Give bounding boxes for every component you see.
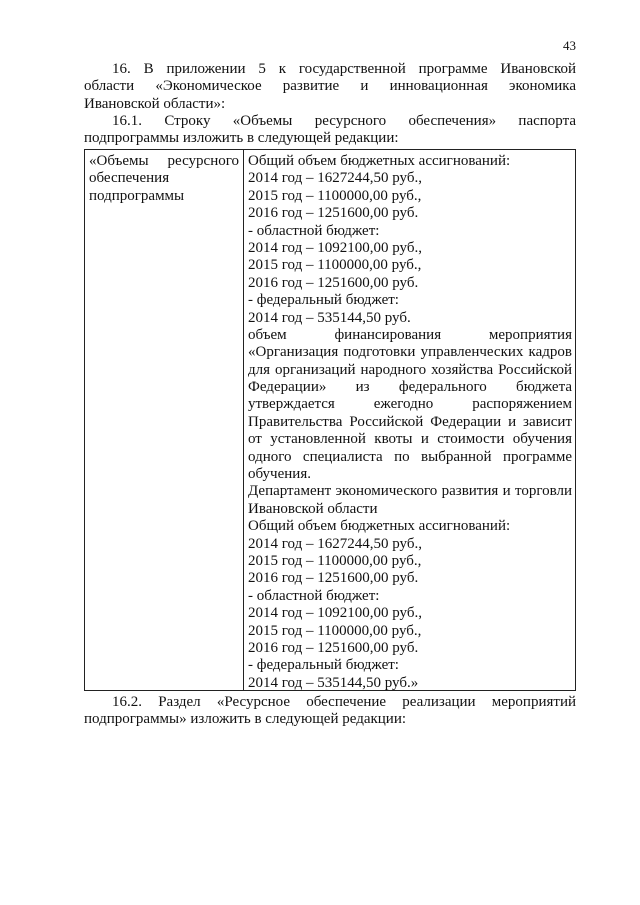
value-line: от установленной квоты и стоимости обучения	[248, 431, 572, 448]
label-line: обеспечения	[89, 170, 170, 187]
value-line: 2014 год – 1627244,50 руб.,	[248, 535, 422, 552]
paragraph-16-line: 16. В приложении 5 к государственной программе Ивановской	[112, 61, 576, 77]
page-number: 43	[563, 38, 576, 53]
paragraph-16-2-line: 16.2. Раздел «Ресурсное обеспечение реализации мероприятий	[112, 694, 576, 710]
paragraph-16	[84, 61, 576, 113]
label-line: подпрограммы	[89, 187, 185, 204]
value-line: 2016 год – 1251600,00 руб.	[248, 570, 419, 587]
value-line: 2014 год – 1092100,00 руб.,	[248, 239, 422, 256]
paragraph-16-line: области «Экономическое развитие и инновационная экономика	[84, 78, 576, 95]
passport-value-cell	[248, 153, 572, 692]
value-line: 2014 год – 535144,50 руб.»	[248, 674, 419, 691]
value-line: объем финансирования мероприятия	[248, 326, 572, 343]
value-line: - областной бюджет:	[248, 222, 380, 239]
value-line: - федеральный бюджет:	[248, 292, 399, 309]
value-line: - федеральный бюджет:	[248, 657, 399, 674]
value-line: обучения.	[248, 466, 311, 483]
paragraph-16-line: Ивановской области»:	[84, 95, 226, 112]
value-line: 2014 год – 1092100,00 руб.,	[248, 605, 422, 622]
value-line: одного специалиста по выбранной программе	[248, 448, 572, 465]
value-line: 2015 год – 1100000,00 руб.,	[248, 257, 422, 274]
label-line: «Объемы ресурсного	[89, 153, 239, 169]
value-line: утверждается ежегодно распоряжением	[248, 396, 572, 413]
value-line: 2014 год – 535144,50 руб.	[248, 309, 411, 326]
value-line: Департамент экономического развития и торговли	[248, 483, 572, 500]
value-line: Ивановской области	[248, 500, 378, 517]
column-divider	[243, 150, 244, 690]
value-line: Общий объем бюджетных ассигнований:	[248, 153, 511, 169]
paragraph-16-2-line: подпрограммы» изложить в следующей редакции:	[84, 711, 407, 728]
value-line: Правительства Российской Федерации и зависит	[248, 413, 572, 430]
value-line: для организаций народного хозяйства Российской	[248, 361, 572, 378]
value-line: 2015 год – 1100000,00 руб.,	[248, 187, 422, 204]
paragraph-16-1	[84, 113, 576, 148]
passport-table	[84, 149, 576, 691]
value-line: 2014 год – 1627244,50 руб.,	[248, 170, 422, 187]
paragraph-16-1-line: 16.1. Строку «Объемы ресурсного обеспечения» паспорта	[112, 113, 576, 129]
paragraph-16-2	[84, 694, 576, 729]
paragraph-16-1-line: подпрограммы изложить в следующей редакции:	[84, 130, 399, 147]
value-line: «Организация подготовки управленческих кадров	[248, 344, 572, 361]
value-line: 2016 год – 1251600,00 руб.	[248, 639, 419, 656]
value-line: Федерации» из федерального бюджета	[248, 379, 572, 396]
value-line: 2015 год – 1100000,00 руб.,	[248, 552, 422, 569]
value-line: Общий объем бюджетных ассигнований:	[248, 518, 511, 535]
value-line: 2016 год – 1251600,00 руб.	[248, 274, 419, 291]
value-line: 2015 год – 1100000,00 руб.,	[248, 622, 422, 639]
passport-label-cell	[89, 153, 239, 205]
value-line: - областной бюджет:	[248, 587, 380, 604]
value-line: 2016 год – 1251600,00 руб.	[248, 205, 419, 222]
